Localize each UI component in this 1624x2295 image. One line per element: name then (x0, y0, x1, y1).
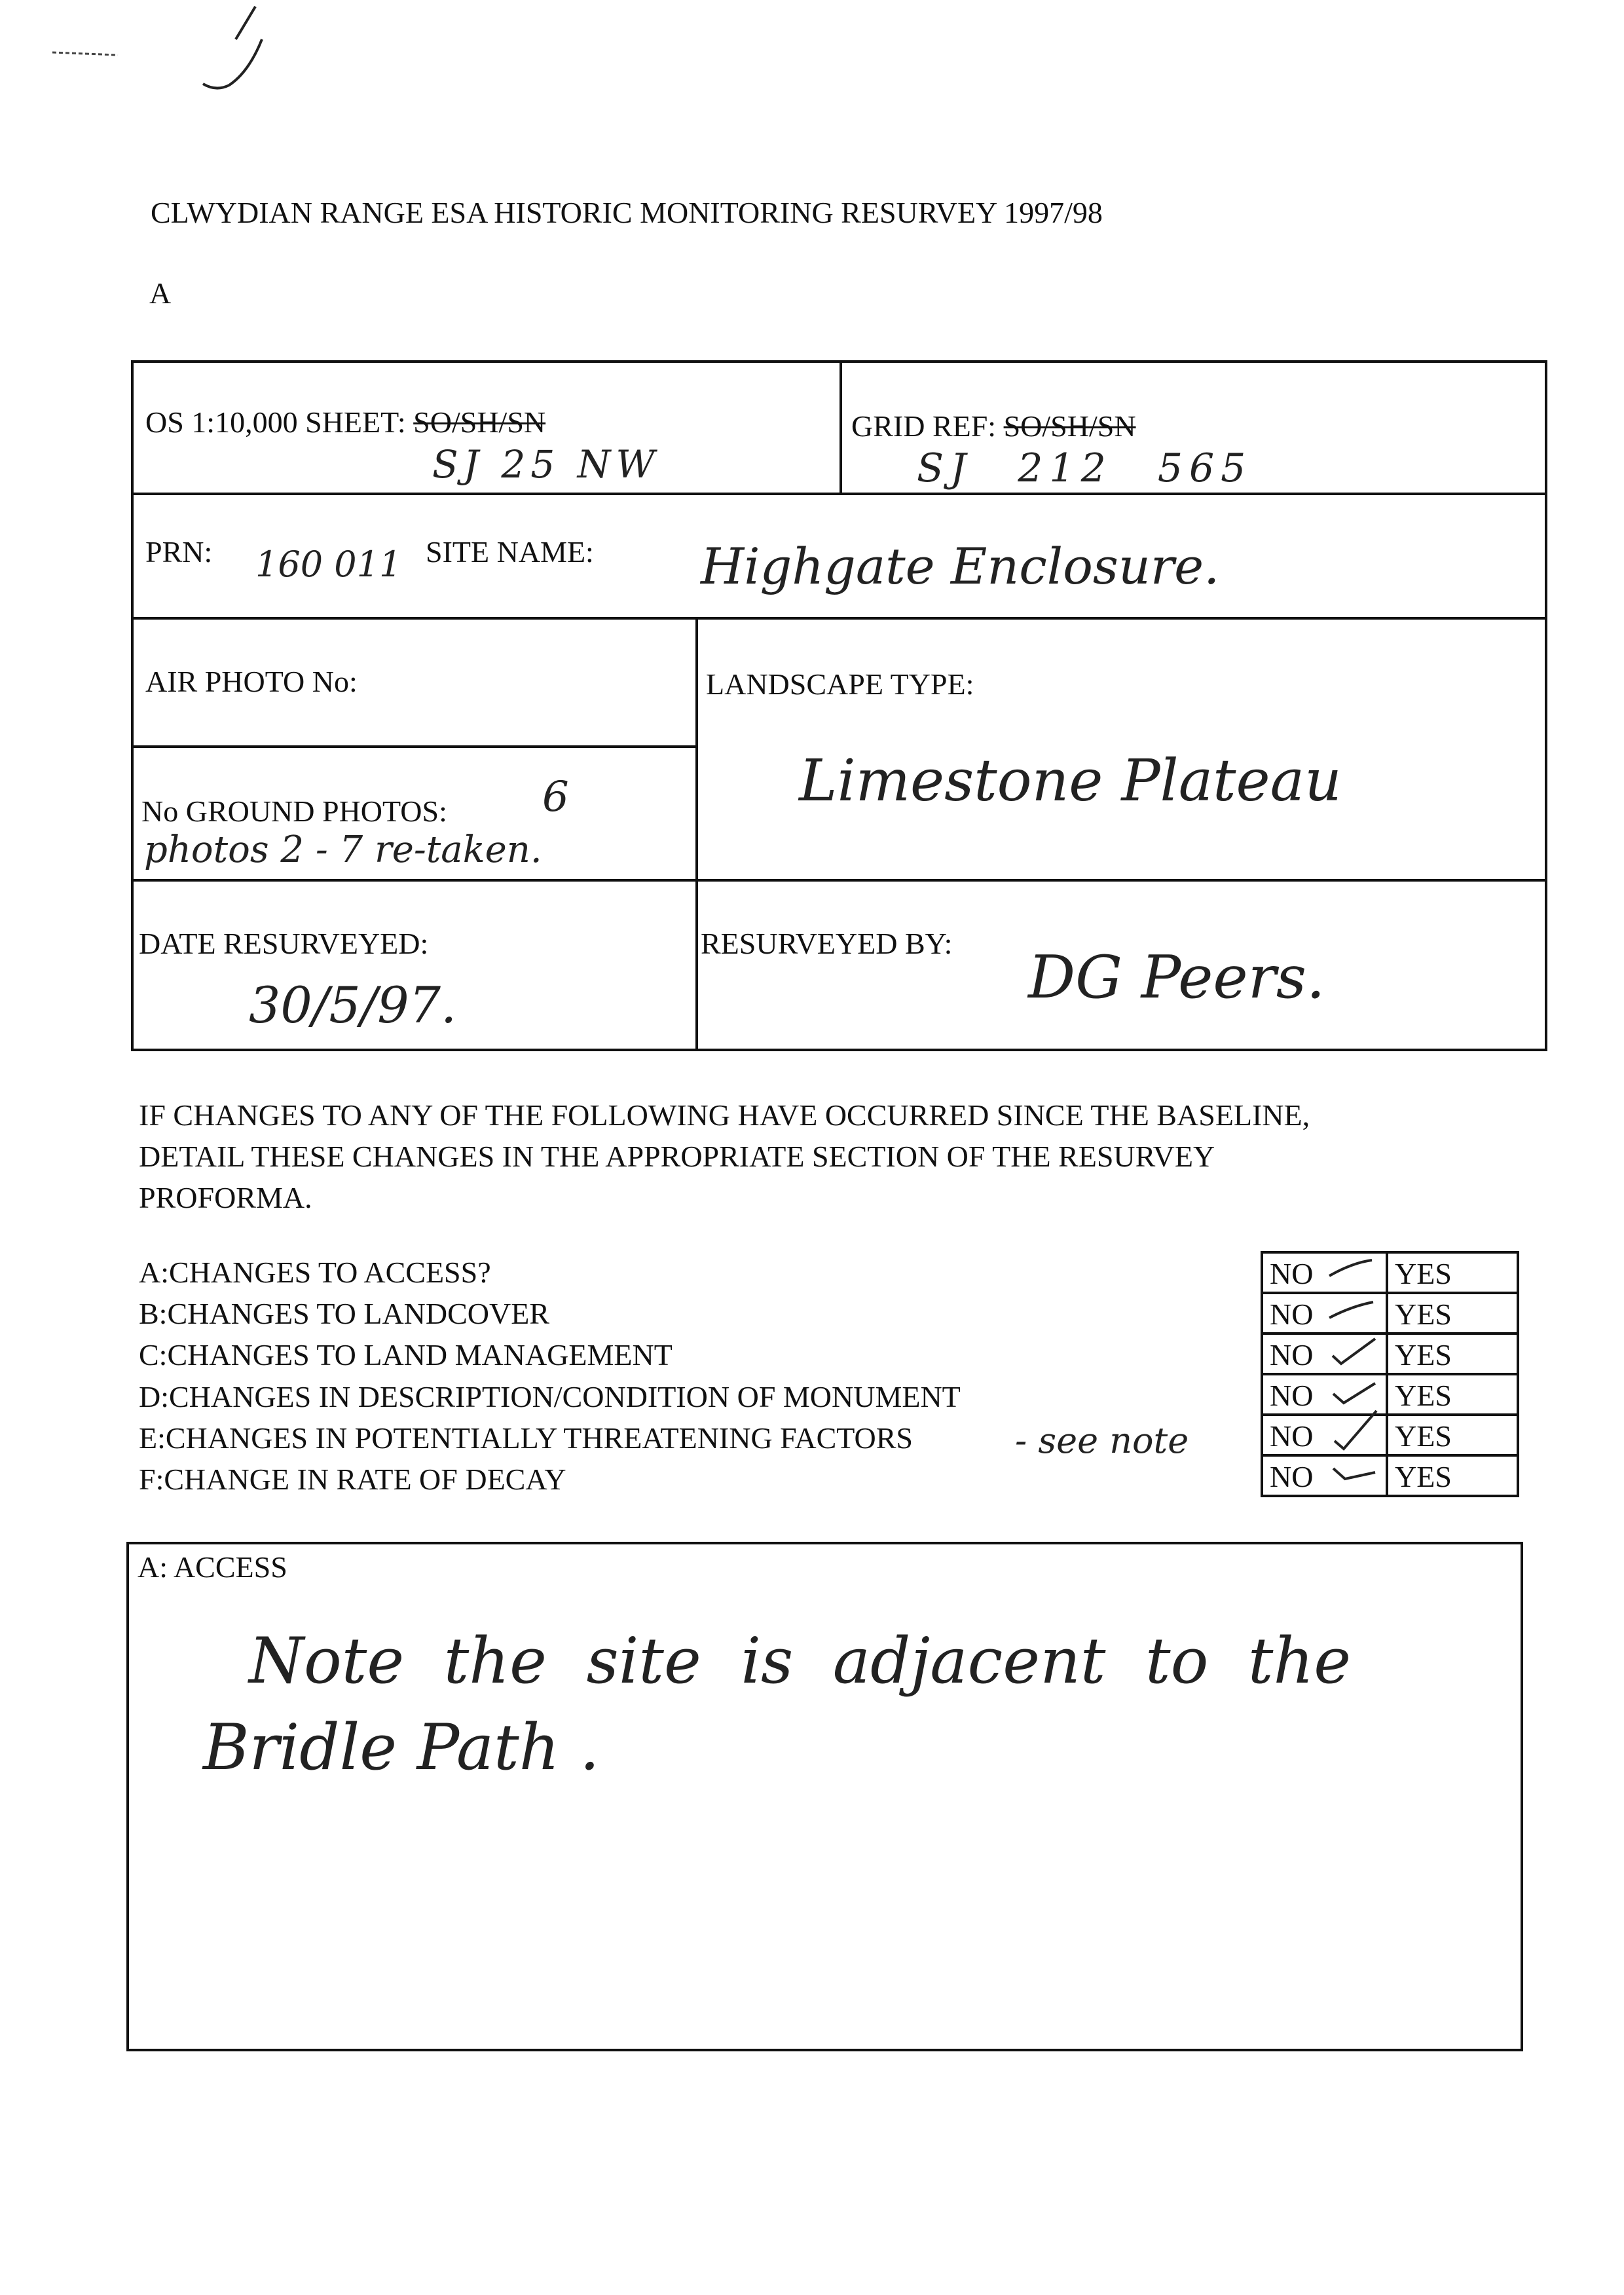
change-c-yes-box[interactable]: YES (1386, 1332, 1519, 1375)
landscape-type-label: LANDSCAPE TYPE: (706, 667, 974, 701)
os-sheet-label: OS 1:10,000 SHEET: SO/SH/SN (145, 405, 546, 439)
grid-ref-label: GRID REF: SO/SH/SN (851, 409, 1136, 443)
grid-ref-struck-prefix: SO/SH/SN (1003, 409, 1136, 443)
change-f-no-box[interactable]: NO (1261, 1454, 1388, 1497)
change-d-check-icon (1329, 1377, 1382, 1409)
grid-ref-value: SJ 212 565 (917, 445, 1253, 491)
section-letter: A (149, 276, 172, 310)
access-section-label: A: ACCESS (138, 1550, 287, 1584)
change-f-check-icon (1329, 1459, 1382, 1489)
instruction-line-1: IF CHANGES TO ANY OF THE FOLLOWING HAVE OCCURRED SINCE THE BASELINE, (139, 1098, 1310, 1132)
change-d-no-box[interactable]: NO (1261, 1373, 1388, 1416)
resurveyed-by-value: DG Peers. (1028, 943, 1325, 1012)
site-name-value: Highgate Enclosure. (701, 537, 1220, 595)
change-a-no-box[interactable]: NO (1261, 1251, 1388, 1294)
instruction-line-2: DETAIL THESE CHANGES IN THE APPROPRIATE SECTION OF THE RESURVEY (139, 1140, 1215, 1173)
access-note-line-1: Note the site is adjacent to the (249, 1624, 1352, 1698)
landscape-type-value: Limestone Plateau (799, 747, 1342, 814)
change-f-yes-box[interactable]: YES (1386, 1454, 1519, 1497)
change-f-label: F:CHANGE IN RATE OF DECAY (139, 1463, 566, 1496)
resurveyed-by-label: RESURVEYED BY: (701, 927, 953, 960)
change-a-label: A:CHANGES TO ACCESS? (139, 1256, 491, 1289)
os-sheet-struck-prefix: SO/SH/SN (413, 405, 546, 439)
change-b-no-box[interactable]: NO (1261, 1292, 1388, 1335)
instruction-line-3: PROFORMA. (139, 1181, 312, 1214)
change-e-yes-box[interactable]: YES (1386, 1413, 1519, 1457)
change-b-label: B:CHANGES TO LANDCOVER (139, 1297, 550, 1330)
os-sheet-value: SJ 25 NW (432, 442, 661, 487)
change-b-check-icon (1326, 1297, 1378, 1326)
date-resurveyed-label: DATE RESURVEYED: (139, 927, 429, 960)
change-d-yes-box[interactable]: YES (1386, 1373, 1519, 1416)
change-e-note: - see note (1015, 1420, 1189, 1461)
access-note-line-2: Bridle Path . (203, 1711, 600, 1784)
access-section-box (126, 1542, 1523, 2051)
site-name-label: SITE NAME: (426, 535, 594, 569)
ground-photos-label: No GROUND PHOTOS: (141, 794, 447, 828)
change-e-check-icon (1329, 1408, 1382, 1454)
prn-label: PRN: (145, 535, 213, 569)
air-photo-label: AIR PHOTO No: (145, 665, 358, 698)
change-d-label: D:CHANGES IN DESCRIPTION/CONDITION OF MONUMENT (139, 1380, 961, 1413)
ground-photos-value: 6 (542, 773, 569, 821)
change-c-no-box[interactable]: NO (1261, 1332, 1388, 1375)
change-c-check-icon (1329, 1336, 1382, 1369)
change-a-check-icon (1326, 1256, 1378, 1286)
page-title: CLWYDIAN RANGE ESA HISTORIC MONITORING RESURVEY 1997/98 (151, 196, 1103, 229)
prn-value: 160 011 (255, 544, 402, 585)
date-resurveyed-value: 30/5/97. (249, 976, 457, 1034)
ground-photos-note: photos 2 - 7 re-taken. (144, 829, 542, 871)
change-a-yes-box[interactable]: YES (1386, 1251, 1519, 1294)
corner-scribble-icon (39, 0, 275, 98)
change-e-label: E:CHANGES IN POTENTIALLY THREATENING FACTORS (139, 1421, 913, 1455)
change-b-yes-box[interactable]: YES (1386, 1292, 1519, 1335)
change-c-label: C:CHANGES TO LAND MANAGEMENT (139, 1338, 673, 1371)
change-e-no-box[interactable]: NO (1261, 1413, 1388, 1457)
